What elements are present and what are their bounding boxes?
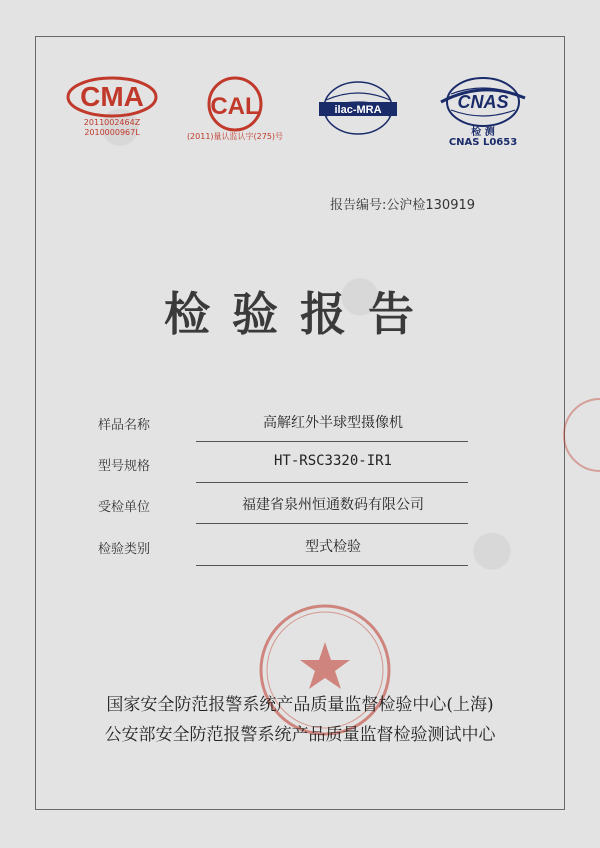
official-seal-icon: [255, 600, 395, 740]
ilac-logo: [308, 76, 408, 146]
field-value: 型式检验: [305, 539, 361, 555]
field-value: 高解红外半球型摄像机: [263, 415, 403, 431]
field-label: 受检单位: [98, 500, 151, 515]
report-title: 检验报告: [164, 287, 436, 341]
field-value: 福建省泉州恒通数码有限公司: [242, 497, 424, 513]
cnas-number: CNAS L0653: [448, 137, 518, 148]
field-label: 检验类别: [98, 542, 151, 557]
svg-text:CAL: CAL: [210, 93, 260, 120]
field-underline: [196, 565, 468, 566]
accreditation-logos: [0, 76, 600, 166]
svg-text:ilac-MRA: ilac-MRA: [334, 104, 382, 116]
field-client: [98, 484, 468, 524]
cma-mark-icon: [66, 76, 158, 118]
cma-logo: [62, 76, 162, 138]
field-sample-name: [98, 402, 468, 442]
field-underline: [196, 441, 468, 442]
cal-number: (2011)量认监认字(275)号: [186, 132, 284, 141]
field-test-type: [98, 526, 468, 566]
cnas-category: 检 测: [471, 127, 495, 138]
cma-number-2: 2010000967L: [84, 128, 140, 137]
cnas-globe-icon: [437, 76, 529, 128]
issuing-center-name: 国家安全防范报警系统产品质量监督检验中心(上海): [106, 695, 494, 715]
field-model: [98, 443, 468, 483]
report-number: 报告编号:公沪检130919: [330, 198, 476, 213]
svg-text:CMA: CMA: [80, 81, 144, 112]
cma-number-1: 2011002464Z: [83, 118, 141, 127]
edge-seal-icon: [560, 395, 600, 475]
cal-logo: [180, 76, 290, 142]
ilac-globe-icon: [315, 76, 401, 146]
field-label: 型号规格: [98, 459, 151, 474]
svg-text:CNAS: CNAS: [457, 92, 509, 112]
cal-mark-icon: [200, 76, 270, 132]
field-value: HT-RSC3320-IR1: [273, 453, 392, 469]
field-label: 样品名称: [98, 418, 151, 433]
field-underline: [196, 523, 468, 524]
cnas-logo: [428, 76, 538, 148]
field-underline: [196, 482, 468, 483]
issuing-center-name-2: 公安部安全防范报警系统产品质量监督检验测试中心: [104, 725, 496, 745]
